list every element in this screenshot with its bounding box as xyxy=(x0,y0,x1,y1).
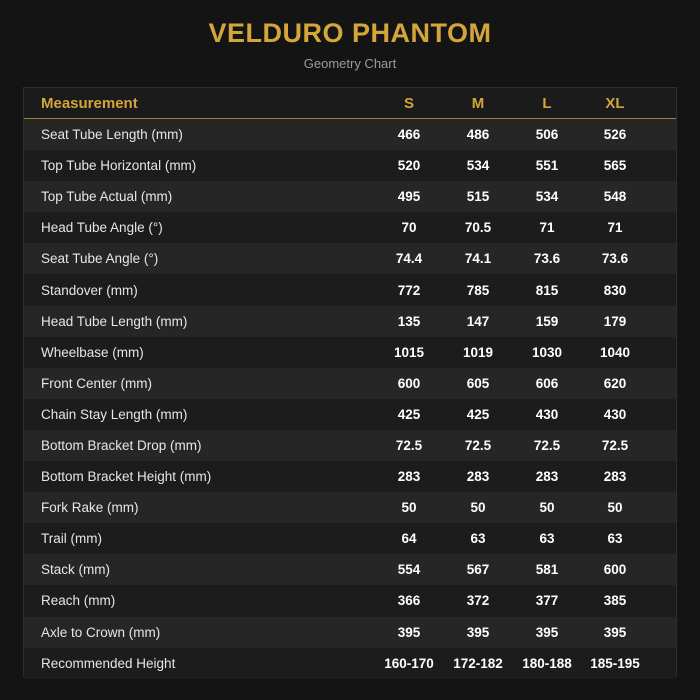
value-cell-m: 567 xyxy=(466,562,490,578)
value-cell-xl: 548 xyxy=(603,189,627,205)
value-cell-m: 515 xyxy=(466,189,490,205)
value-cell-l: 534 xyxy=(535,189,559,205)
value-cell-l: 72.5 xyxy=(533,437,561,453)
row-label: Bottom Bracket Height (mm) xyxy=(41,469,212,485)
value-cell-l: 815 xyxy=(535,282,559,298)
value-cell-xl: 50 xyxy=(607,500,623,516)
table-row xyxy=(24,492,676,523)
value-cell-l: 606 xyxy=(535,375,559,391)
value-cell-s: 366 xyxy=(397,593,421,609)
value-cell-s: 395 xyxy=(397,624,421,640)
value-cell-l: 63 xyxy=(539,531,555,547)
value-cell-m: 605 xyxy=(466,375,490,391)
row-label: Axle to Crown (mm) xyxy=(41,624,161,640)
row-label: Wheelbase (mm) xyxy=(41,344,144,360)
value-cell-s: 600 xyxy=(397,375,421,391)
row-label: Front Center (mm) xyxy=(41,375,153,391)
value-cell-s: 283 xyxy=(397,469,421,485)
value-cell-l: 551 xyxy=(535,158,559,174)
header-size-xl: XL xyxy=(605,94,625,112)
value-cell-s: 74.4 xyxy=(395,251,423,267)
value-cell-s: 135 xyxy=(397,313,421,329)
value-cell-s: 160-170 xyxy=(384,655,434,671)
value-cell-m: 147 xyxy=(466,313,490,329)
value-cell-s: 495 xyxy=(397,189,421,205)
table-body xyxy=(24,119,676,679)
table-row xyxy=(24,274,676,305)
value-cell-l: 159 xyxy=(535,313,559,329)
row-label: Top Tube Actual (mm) xyxy=(41,189,173,205)
value-cell-s: 466 xyxy=(397,127,421,143)
value-cell-s: 1015 xyxy=(393,344,425,360)
row-label: Trail (mm) xyxy=(41,531,102,547)
row-label: Reach (mm) xyxy=(41,593,116,609)
table-row xyxy=(24,212,676,243)
value-cell-s: 50 xyxy=(401,500,417,516)
chart-title: VELDURO PHANTOM xyxy=(208,18,492,48)
value-cell-xl: 71 xyxy=(607,220,623,236)
value-cell-m: 425 xyxy=(466,406,490,422)
table-row xyxy=(24,648,676,679)
value-cell-l: 377 xyxy=(535,593,559,609)
value-cell-xl: 63 xyxy=(607,531,623,547)
row-label: Seat Tube Angle (°) xyxy=(41,251,159,267)
value-cell-xl: 430 xyxy=(603,406,627,422)
table-row xyxy=(24,243,676,274)
value-cell-xl: 1040 xyxy=(599,344,631,360)
value-cell-xl: 620 xyxy=(603,375,627,391)
value-cell-xl: 73.6 xyxy=(601,251,629,267)
value-cell-xl: 565 xyxy=(603,158,627,174)
row-label: Chain Stay Length (mm) xyxy=(41,406,188,422)
value-cell-m: 372 xyxy=(466,593,490,609)
table-row xyxy=(24,523,676,554)
row-label: Head Tube Length (mm) xyxy=(41,313,188,329)
value-cell-l: 395 xyxy=(535,624,559,640)
value-cell-l: 283 xyxy=(535,469,559,485)
row-label: Bottom Bracket Drop (mm) xyxy=(41,437,202,453)
value-cell-xl: 526 xyxy=(603,127,627,143)
value-cell-s: 425 xyxy=(397,406,421,422)
value-cell-m: 70.5 xyxy=(464,220,492,236)
table-row xyxy=(24,181,676,212)
value-cell-s: 772 xyxy=(397,282,421,298)
value-cell-xl: 185-195 xyxy=(590,655,640,671)
value-cell-xl: 385 xyxy=(603,593,627,609)
value-cell-s: 64 xyxy=(401,531,417,547)
value-cell-m: 50 xyxy=(470,500,486,516)
value-cell-l: 506 xyxy=(535,127,559,143)
value-cell-m: 785 xyxy=(466,282,490,298)
value-cell-m: 486 xyxy=(466,127,490,143)
header-size-s: S xyxy=(403,94,414,112)
value-cell-m: 172-182 xyxy=(453,655,503,671)
row-label: Recommended Height xyxy=(41,655,176,671)
header-measurement: Measurement xyxy=(41,94,138,112)
value-cell-xl: 395 xyxy=(603,624,627,640)
row-label: Stack (mm) xyxy=(41,562,110,578)
value-cell-m: 72.5 xyxy=(464,437,492,453)
value-cell-l: 430 xyxy=(535,406,559,422)
table-row xyxy=(24,368,676,399)
row-label: Standover (mm) xyxy=(41,282,138,298)
table-row xyxy=(24,461,676,492)
value-cell-xl: 179 xyxy=(603,313,627,329)
value-cell-xl: 72.5 xyxy=(601,437,629,453)
chart-subtitle: Geometry Chart xyxy=(303,56,397,71)
row-label: Head Tube Angle (°) xyxy=(41,220,163,236)
value-cell-xl: 283 xyxy=(603,469,627,485)
value-cell-l: 180-188 xyxy=(522,655,572,671)
value-cell-s: 72.5 xyxy=(395,437,423,453)
value-cell-s: 554 xyxy=(397,562,421,578)
table-row xyxy=(24,617,676,648)
value-cell-xl: 600 xyxy=(603,562,627,578)
row-label: Top Tube Horizontal (mm) xyxy=(41,158,197,174)
value-cell-m: 74.1 xyxy=(464,251,492,267)
header-size-l: L xyxy=(542,94,552,112)
header-size-m: M xyxy=(471,94,485,112)
table-row xyxy=(24,399,676,430)
table-row xyxy=(24,585,676,616)
value-cell-s: 520 xyxy=(397,158,421,174)
table-row xyxy=(24,337,676,368)
value-cell-m: 63 xyxy=(470,531,486,547)
value-cell-xl: 830 xyxy=(603,282,627,298)
table-row xyxy=(24,150,676,181)
value-cell-l: 1030 xyxy=(531,344,563,360)
row-label: Fork Rake (mm) xyxy=(41,500,139,516)
value-cell-l: 581 xyxy=(535,562,559,578)
table-row xyxy=(24,430,676,461)
table-row xyxy=(24,119,676,150)
value-cell-m: 534 xyxy=(466,158,490,174)
value-cell-s: 70 xyxy=(401,220,417,236)
value-cell-m: 1019 xyxy=(462,344,494,360)
value-cell-m: 283 xyxy=(466,469,490,485)
table-header-row xyxy=(24,88,676,119)
row-label: Seat Tube Length (mm) xyxy=(41,127,183,143)
table-row xyxy=(24,306,676,337)
value-cell-m: 395 xyxy=(466,624,490,640)
value-cell-l: 73.6 xyxy=(533,251,561,267)
geometry-table xyxy=(23,87,677,677)
value-cell-l: 71 xyxy=(539,220,555,236)
value-cell-l: 50 xyxy=(539,500,555,516)
table-row xyxy=(24,554,676,585)
